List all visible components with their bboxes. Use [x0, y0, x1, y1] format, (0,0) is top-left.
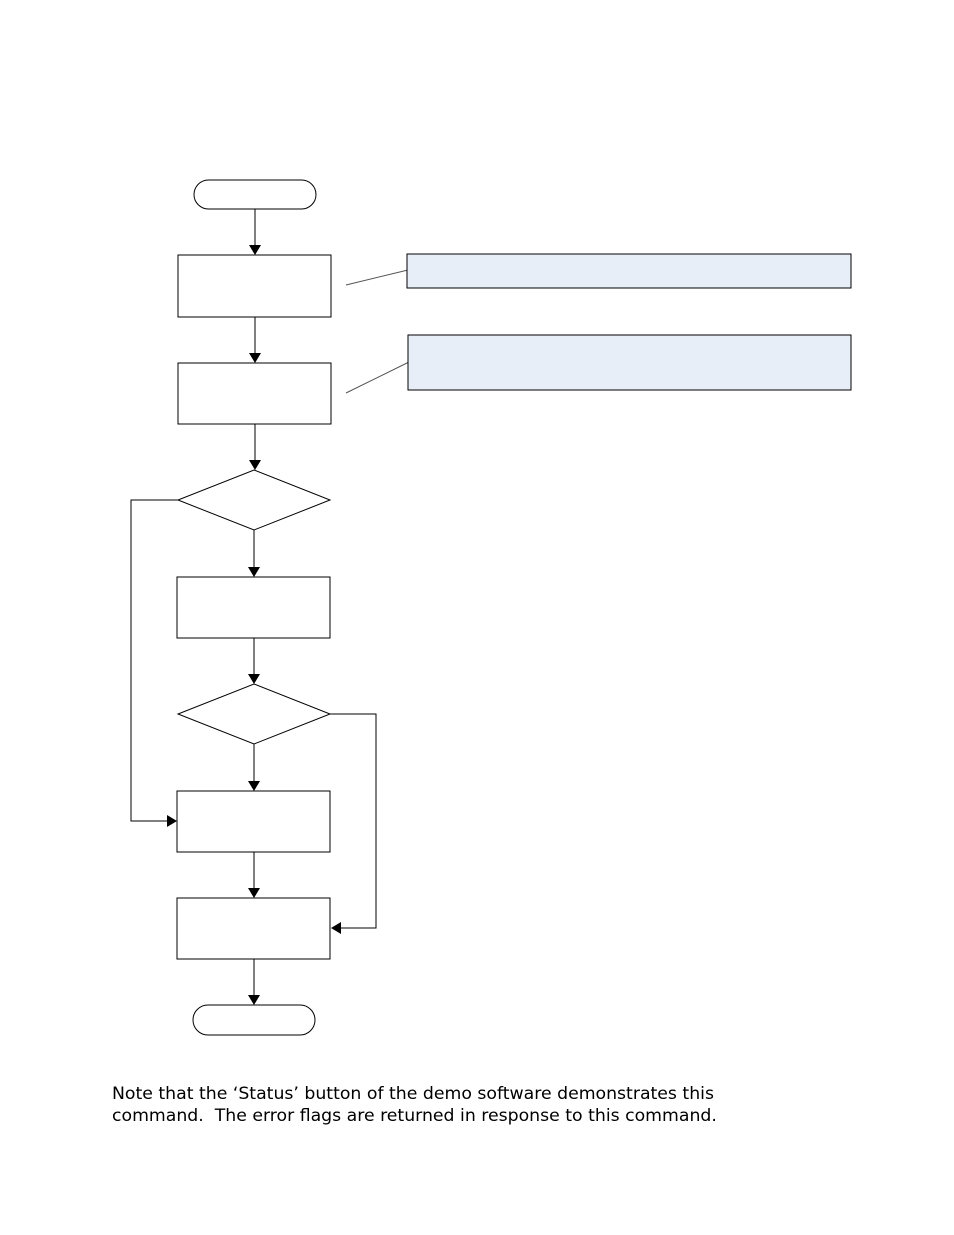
decision-diamond-1: [178, 470, 330, 530]
arrow-decision-1-to-step-4: [131, 500, 178, 821]
process-box-step-2: [178, 363, 331, 424]
decision-diamond-2: [178, 684, 330, 744]
callout-connector-1: [346, 270, 408, 285]
note-line-2: command. The error flags are returned in response to this command.: [112, 1106, 717, 1126]
process-box-step-3: [177, 577, 330, 638]
process-box-step-1: [178, 255, 331, 317]
start-terminator: [194, 180, 316, 209]
callout-box-2: [408, 335, 851, 390]
note-paragraph: [112, 1083, 832, 1127]
process-box-step-4: [177, 791, 330, 852]
callout-connector-2: [346, 362, 409, 393]
callout-box-1: [407, 254, 851, 288]
end-terminator: [193, 1005, 315, 1035]
arrow-decision-2-to-step-5: [330, 714, 376, 928]
note-line-1: Note that the ‘Status’ button of the demo software demonstrates this: [112, 1084, 714, 1104]
process-box-step-5: [177, 898, 330, 959]
